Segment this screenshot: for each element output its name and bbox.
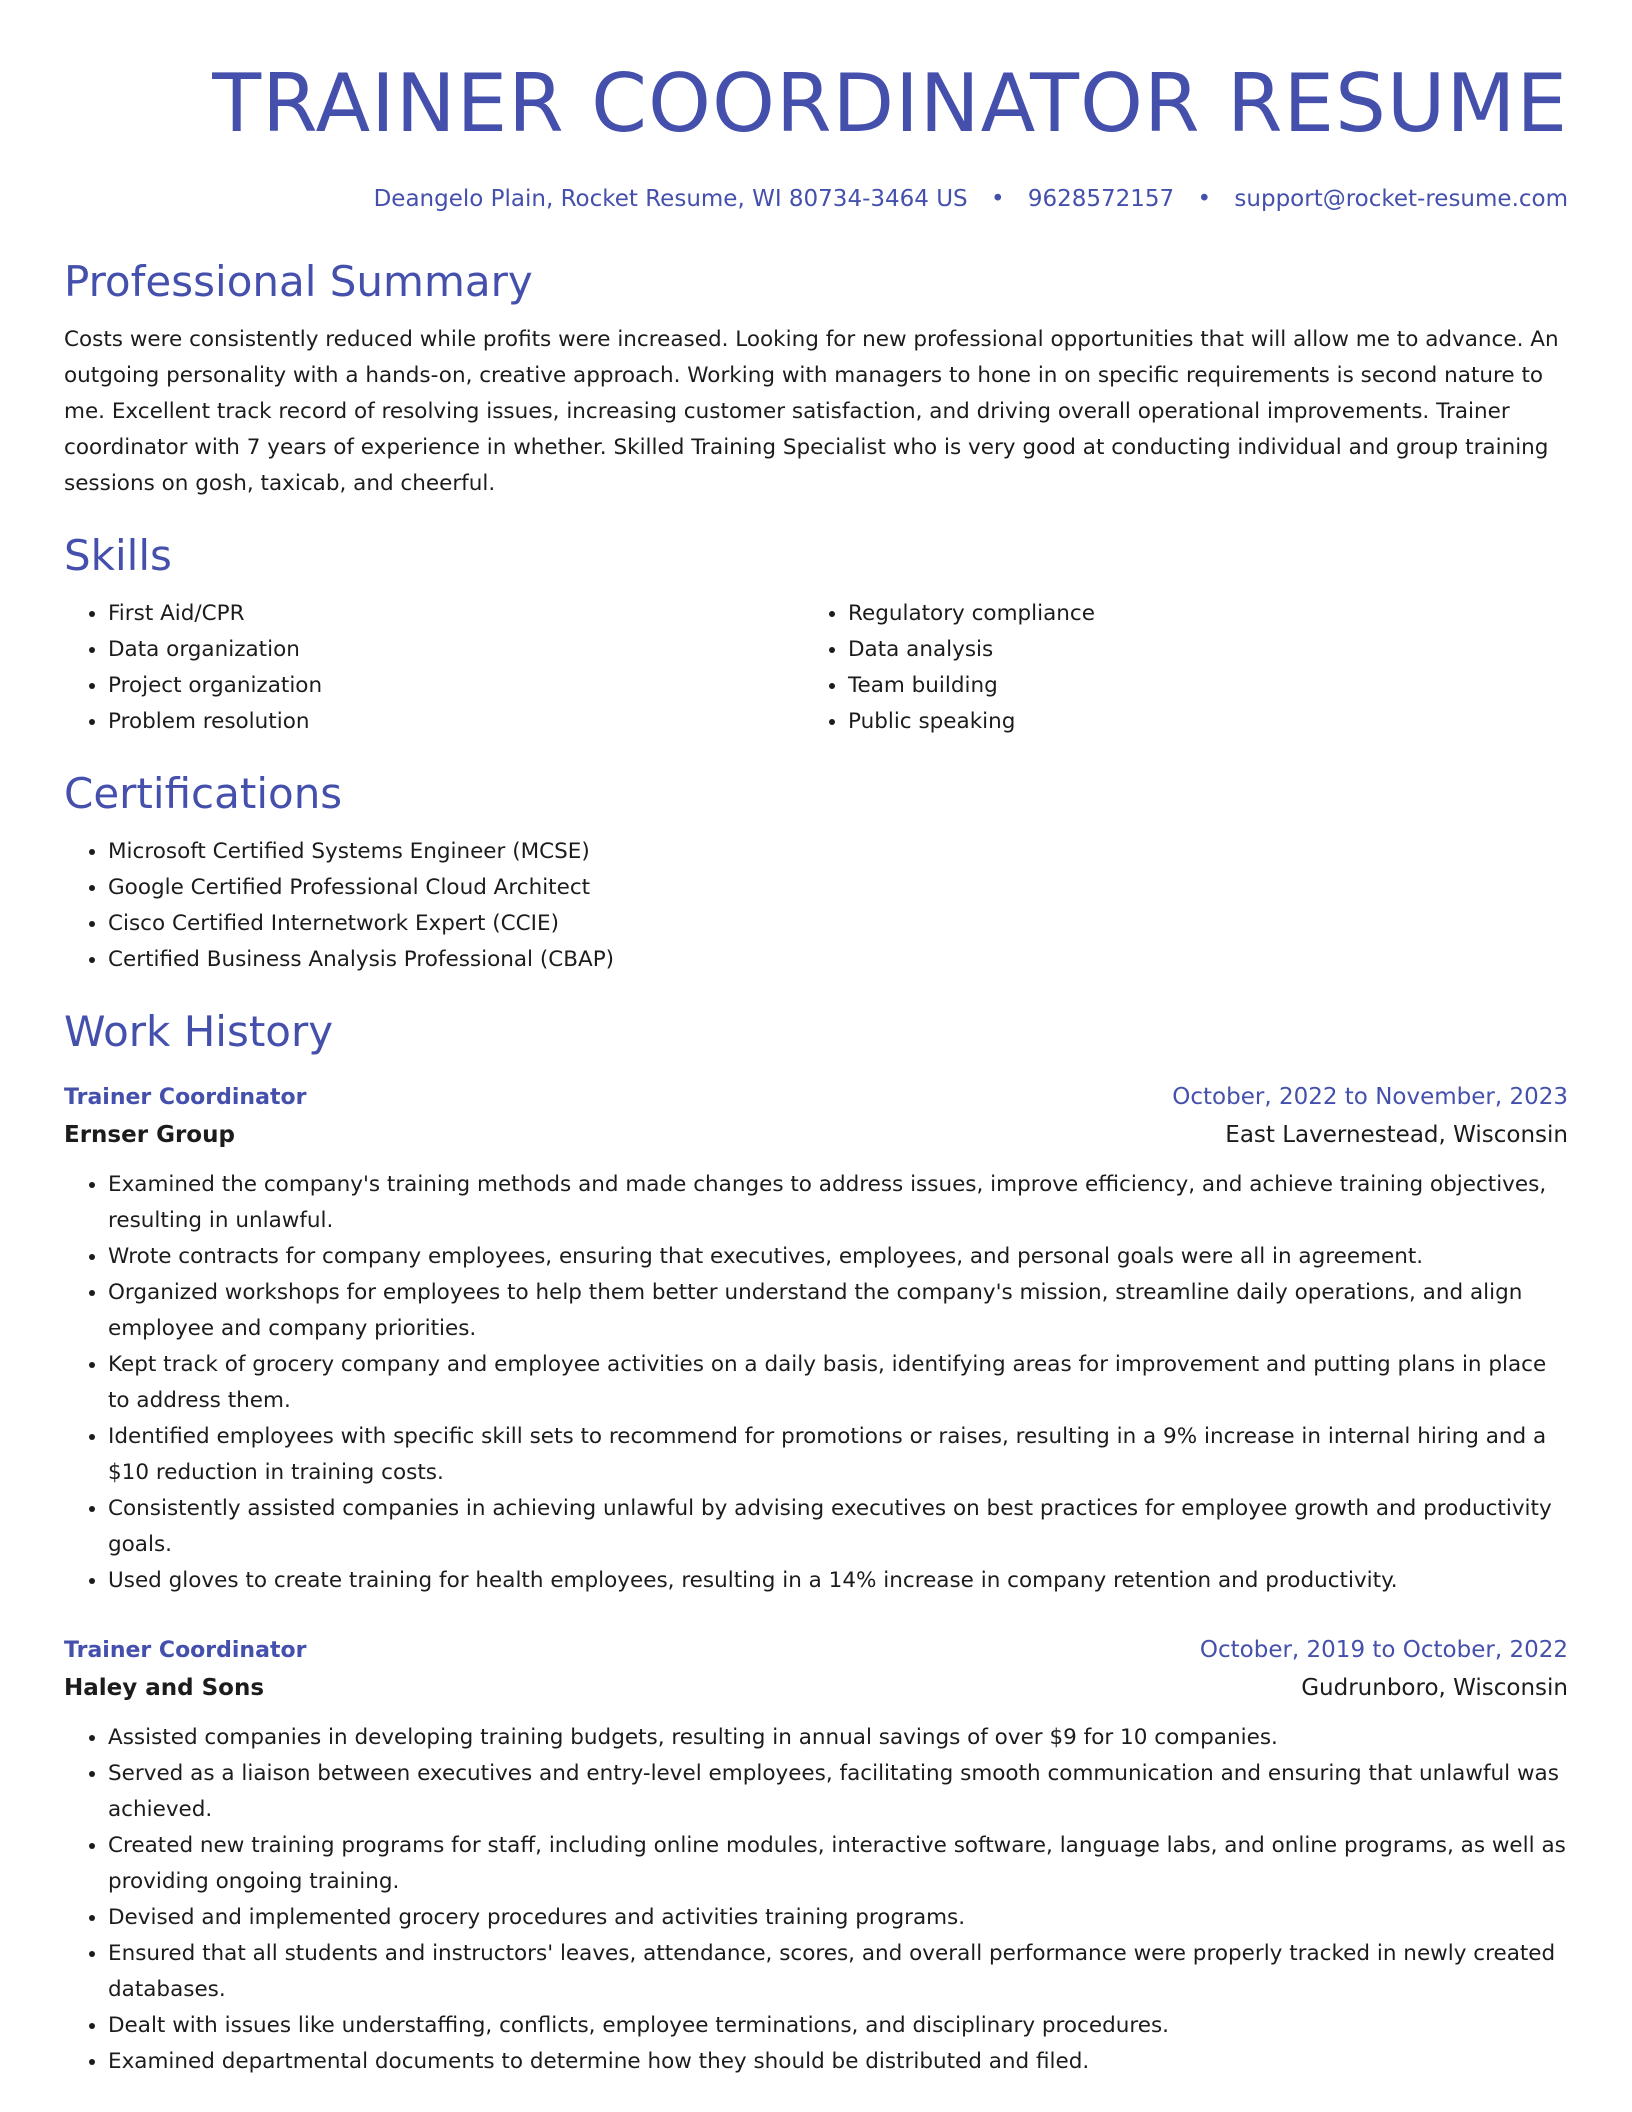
skills-section <box>64 528 1568 740</box>
certifications-list <box>64 834 1568 978</box>
job-bullets <box>64 1167 1568 1599</box>
summary-heading: Professional Summary <box>64 257 533 306</box>
list-item: • Assisted companies in developing training budgets, resulting in annual savings of over $9 for 10 companies. <box>108 1720 1568 1756</box>
job-location: Gudrunboro, Wisconsin <box>1301 1675 1568 1701</box>
list-item: • Google Certified Professional Cloud Architect <box>108 870 1568 906</box>
list-item: • Created new training programs for staff, including online modules, interactive software, language labs, and online programs, as well as providing ongoing training. <box>108 1828 1568 1900</box>
list-item: • Dealt with issues like understaffing, conflicts, employee terminations, and disciplinary procedures. <box>108 2008 1568 2044</box>
resume-header <box>64 0 1568 216</box>
list-item: • Certified Business Analysis Professional (CBAP) <box>108 942 1568 978</box>
list-item: • Served as a liaison between executives and entry-level employees, facilitating smooth communication and ensuring that unlawful was achieved. <box>108 1756 1568 1828</box>
list-item: • Public speaking <box>848 704 1568 740</box>
list-item: • Examined the company's training methods and made changes to address issues, improve efficiency, and achieve training objectives, resulting in unlawful. <box>108 1167 1568 1239</box>
job-entry <box>64 1080 1568 1599</box>
work-history-section <box>64 1004 1568 2080</box>
list-item: • Identified employees with specific skill sets to recommend for promotions or raises, resulting in a 9% increase in internal hiring and a $10 reduction in training costs. <box>108 1419 1568 1491</box>
certifications-heading: Certifications <box>64 769 343 818</box>
job-title-row <box>64 1633 1568 1668</box>
list-item: • Examined departmental documents to determine how they should be distributed and filed. <box>108 2044 1568 2080</box>
certifications-section <box>64 766 1568 978</box>
list-item: • Cisco Certified Internetwork Expert (CCIE) <box>108 906 1568 942</box>
job-entry <box>64 1633 1568 2080</box>
list-item: • Devised and implemented grocery procedures and activities training programs. <box>108 1900 1568 1936</box>
list-item: • Consistently assisted companies in achieving unlawful by advising executives on best practices for employee growth and productivity goals. <box>108 1491 1568 1563</box>
job-title-row <box>64 1080 1568 1115</box>
list-item: • Data analysis <box>848 632 1568 668</box>
list-item: • Kept track of grocery company and employee activities on a daily basis, identifying areas for improvement and putting plans in place to address them. <box>108 1347 1568 1419</box>
skills-list-right <box>816 596 1568 740</box>
list-item: • Problem resolution <box>108 704 816 740</box>
job-company: Ernser Group <box>64 1122 235 1148</box>
job-company: Haley and Sons <box>64 1675 265 1701</box>
contact-phone: 9628572157 <box>1027 186 1175 212</box>
list-item: • First Aid/CPR <box>108 596 816 632</box>
contact-separator: • <box>1197 186 1212 212</box>
contact-address: Deangelo Plain, Rocket Resume, WI 80734-3464 US <box>373 186 968 212</box>
skills-list-left <box>64 596 816 740</box>
job-dates: October, 2022 to November, 2023 <box>1172 1084 1568 1110</box>
skills-heading: Skills <box>64 531 172 580</box>
job-company-row <box>64 1668 1568 1708</box>
job-title: Trainer Coordinator <box>64 1638 307 1663</box>
list-item: • Data organization <box>108 632 816 668</box>
skills-columns <box>64 584 1568 740</box>
summary-section <box>64 254 1568 502</box>
resume-title: TRAINER COORDINATOR RESUME <box>212 57 1568 150</box>
job-company-row <box>64 1115 1568 1155</box>
list-item: • Regulatory compliance <box>848 596 1568 632</box>
job-title: Trainer Coordinator <box>64 1085 307 1110</box>
list-item: • Used gloves to create training for health employees, resulting in a 14% increase in company retention and productivity. <box>108 1563 1568 1599</box>
list-item: • Team building <box>848 668 1568 704</box>
job-location: East Lavernestead, Wisconsin <box>1225 1122 1568 1148</box>
contact-separator: • <box>990 186 1005 212</box>
list-item: • Wrote contracts for company employees, ensuring that executives, employees, and personal goals were all in agreement. <box>108 1239 1568 1275</box>
list-item: • Project organization <box>108 668 816 704</box>
work-history-heading: Work History <box>64 1007 334 1056</box>
list-item: • Organized workshops for employees to help them better understand the company's mission, streamline daily operations, and align employee and company priorities. <box>108 1275 1568 1347</box>
list-item: • Ensured that all students and instructors' leaves, attendance, scores, and overall performance were properly tracked in newly created databases. <box>108 1936 1568 2008</box>
contact-line <box>64 182 1568 216</box>
contact-email: support@rocket-resume.com <box>1234 186 1568 212</box>
job-dates: October, 2019 to October, 2022 <box>1199 1637 1568 1663</box>
job-bullets <box>64 1720 1568 2080</box>
summary-text: Costs were consistently reduced while profits were increased. Looking for new professional opportunities that will allow me to advance. An outgoing personality with a hands-on, creative approach. Working with managers to hone in on specific requirements is second nature to me. Excellent track record of resolving issues, increasing customer satisfaction, and driving overall operational improvements. Trainer coordinator with 7 years of experience in whether. Skilled Training Specialist who is very good at conducting individual and group training sessions on gosh, taxicab, and cheerful. <box>64 327 1559 496</box>
list-item: • Microsoft Certified Systems Engineer (MCSE) <box>108 834 1568 870</box>
